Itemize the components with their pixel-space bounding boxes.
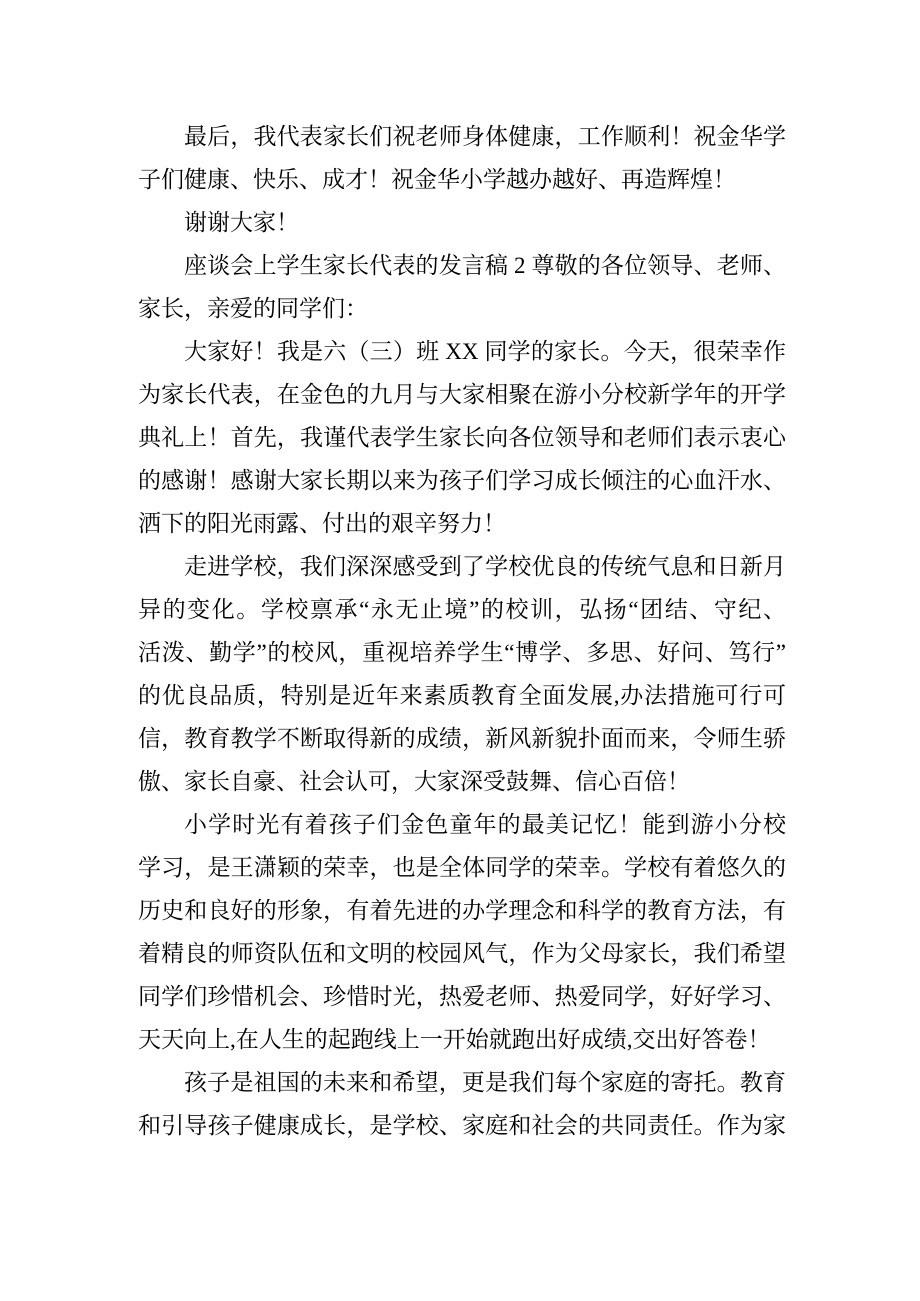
document-line: 最后，我代表家长们祝老师身体健康，工作顺利！祝金华学 [184, 124, 786, 149]
document-line: 座谈会上学生家长代表的发言稿 2 尊敬的各位领导、老师、 [184, 253, 786, 278]
document-line: 小学时光有着孩子们金色童年的最美记忆！能到游小分校 [184, 812, 786, 837]
document-line: 活泼、勤学”的校风，重视培养学生“博学、多思、好问、笃行” [138, 640, 786, 665]
document-line: 学习，是王潇颖的荣幸，也是全体同学的荣幸。学校有着悠久的 [138, 855, 786, 880]
document-line: 为家长代表，在金色的九月与大家相聚在游小分校新学年的开学 [138, 382, 786, 407]
document-line: 洒下的阳光雨露、付出的艰辛努力！ [138, 511, 506, 536]
document-line: 孩子是祖国的未来和希望，更是我们每个家庭的寄托。教育 [184, 1070, 786, 1095]
document-line: 典礼上！首先，我谨代表学生家长向各位领导和老师们表示衷心 [138, 425, 786, 450]
document-line: 和引导孩子健康成长，是学校、家庭和社会的共同责任。作为家 [138, 1113, 786, 1138]
document-line: 着精良的师资队伍和文明的校园风气，作为父母家长，我们希望 [138, 941, 786, 966]
document-line: 同学们珍惜机会、珍惜时光，热爱老师、热爱同学，好好学习、 [138, 984, 786, 1009]
document-line: 傲、家长自豪、社会认可，大家深受鼓舞、信心百倍！ [138, 769, 690, 794]
document-line: 的感谢！感谢大家长期以来为孩子们学习成长倾注的心血汗水、 [138, 468, 786, 493]
document-line: 谢谢大家！ [184, 210, 299, 235]
document-line: 家长，亲爱的同学们： [138, 296, 368, 321]
document-line: 异的变化。学校禀承“永无止境”的校训，弘扬“团结、守纪、 [138, 597, 786, 622]
document-line: 信，教育教学不断取得新的成绩，新风新貌扑面而来，令师生骄 [138, 726, 786, 751]
document-line: 走进学校，我们深深感受到了学校优良的传统气息和日新月 [184, 554, 786, 579]
document-line: 历史和良好的形象，有着先进的办学理念和科学的教育方法，有 [138, 898, 786, 923]
document-line: 的优良品质，特别是近年来素质教育全面发展,办法措施可行可 [138, 683, 786, 708]
document-line: 子们健康、快乐、成才！祝金华小学越办越好、再造辉煌！ [138, 167, 736, 192]
document-line: 天天向上,在人生的起跑线上一开始就跑出好成绩,交出好答卷！ [138, 1027, 771, 1052]
document-text [138, 115, 786, 1147]
document-line: 大家好！我是六（三）班 XX 同学的家长。今天，很荣幸作 [184, 339, 786, 364]
